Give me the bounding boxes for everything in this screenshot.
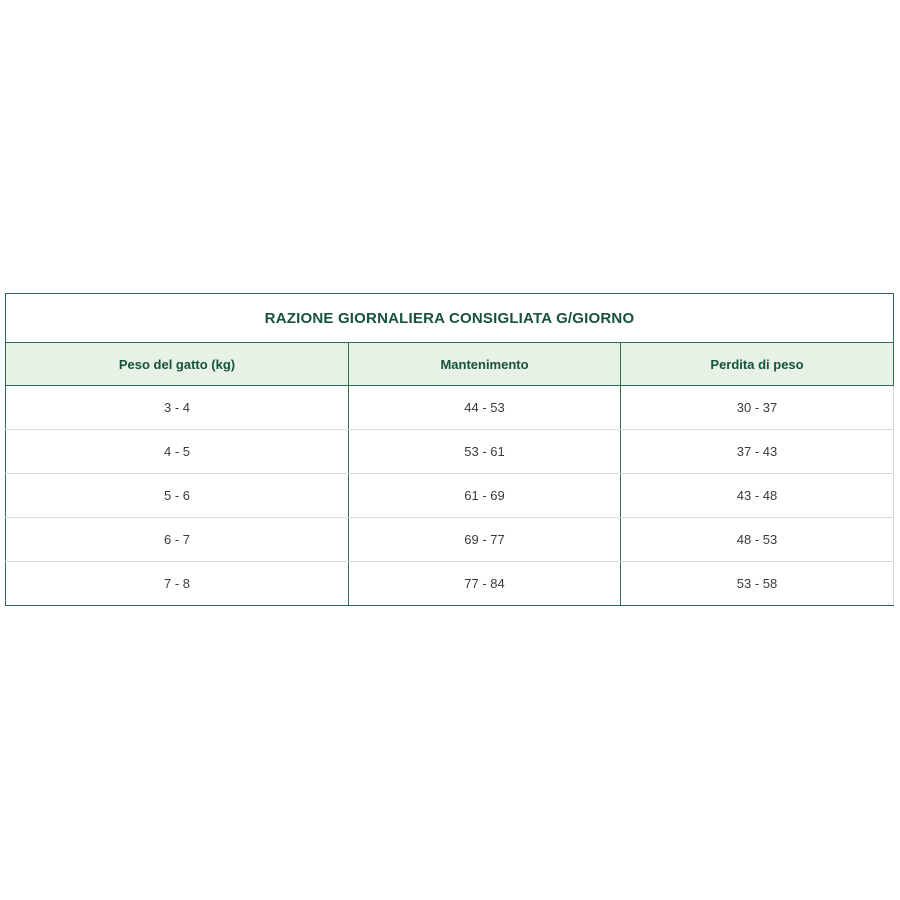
ration-table	[5, 293, 894, 606]
cell-weight-loss: 37 - 43	[621, 430, 894, 474]
cell-weight-loss: 43 - 48	[621, 474, 894, 518]
cell-weight-loss: 30 - 37	[621, 386, 894, 430]
table-row	[6, 562, 894, 606]
table-row	[6, 474, 894, 518]
table-row	[6, 386, 894, 430]
cell-cat-weight: 3 - 4	[6, 386, 349, 430]
cell-weight-loss: 53 - 58	[621, 562, 894, 606]
cell-cat-weight: 4 - 5	[6, 430, 349, 474]
cell-maintenance: 77 - 84	[349, 562, 621, 606]
cell-maintenance: 53 - 61	[349, 430, 621, 474]
table-row	[6, 518, 894, 562]
table-header-row	[6, 343, 894, 386]
cell-cat-weight: 5 - 6	[6, 474, 349, 518]
column-header-maintenance: Mantenimento	[349, 343, 621, 386]
column-header-cat-weight: Peso del gatto (kg)	[6, 343, 349, 386]
table-title: RAZIONE GIORNALIERA CONSIGLIATA G/GIORNO	[6, 294, 894, 343]
cell-maintenance: 61 - 69	[349, 474, 621, 518]
cell-cat-weight: 7 - 8	[6, 562, 349, 606]
cell-weight-loss: 48 - 53	[621, 518, 894, 562]
table-title-row	[6, 294, 894, 343]
cell-maintenance: 44 - 53	[349, 386, 621, 430]
cell-maintenance: 69 - 77	[349, 518, 621, 562]
cell-cat-weight: 6 - 7	[6, 518, 349, 562]
column-header-weight-loss: Perdita di peso	[621, 343, 894, 386]
table-row	[6, 430, 894, 474]
